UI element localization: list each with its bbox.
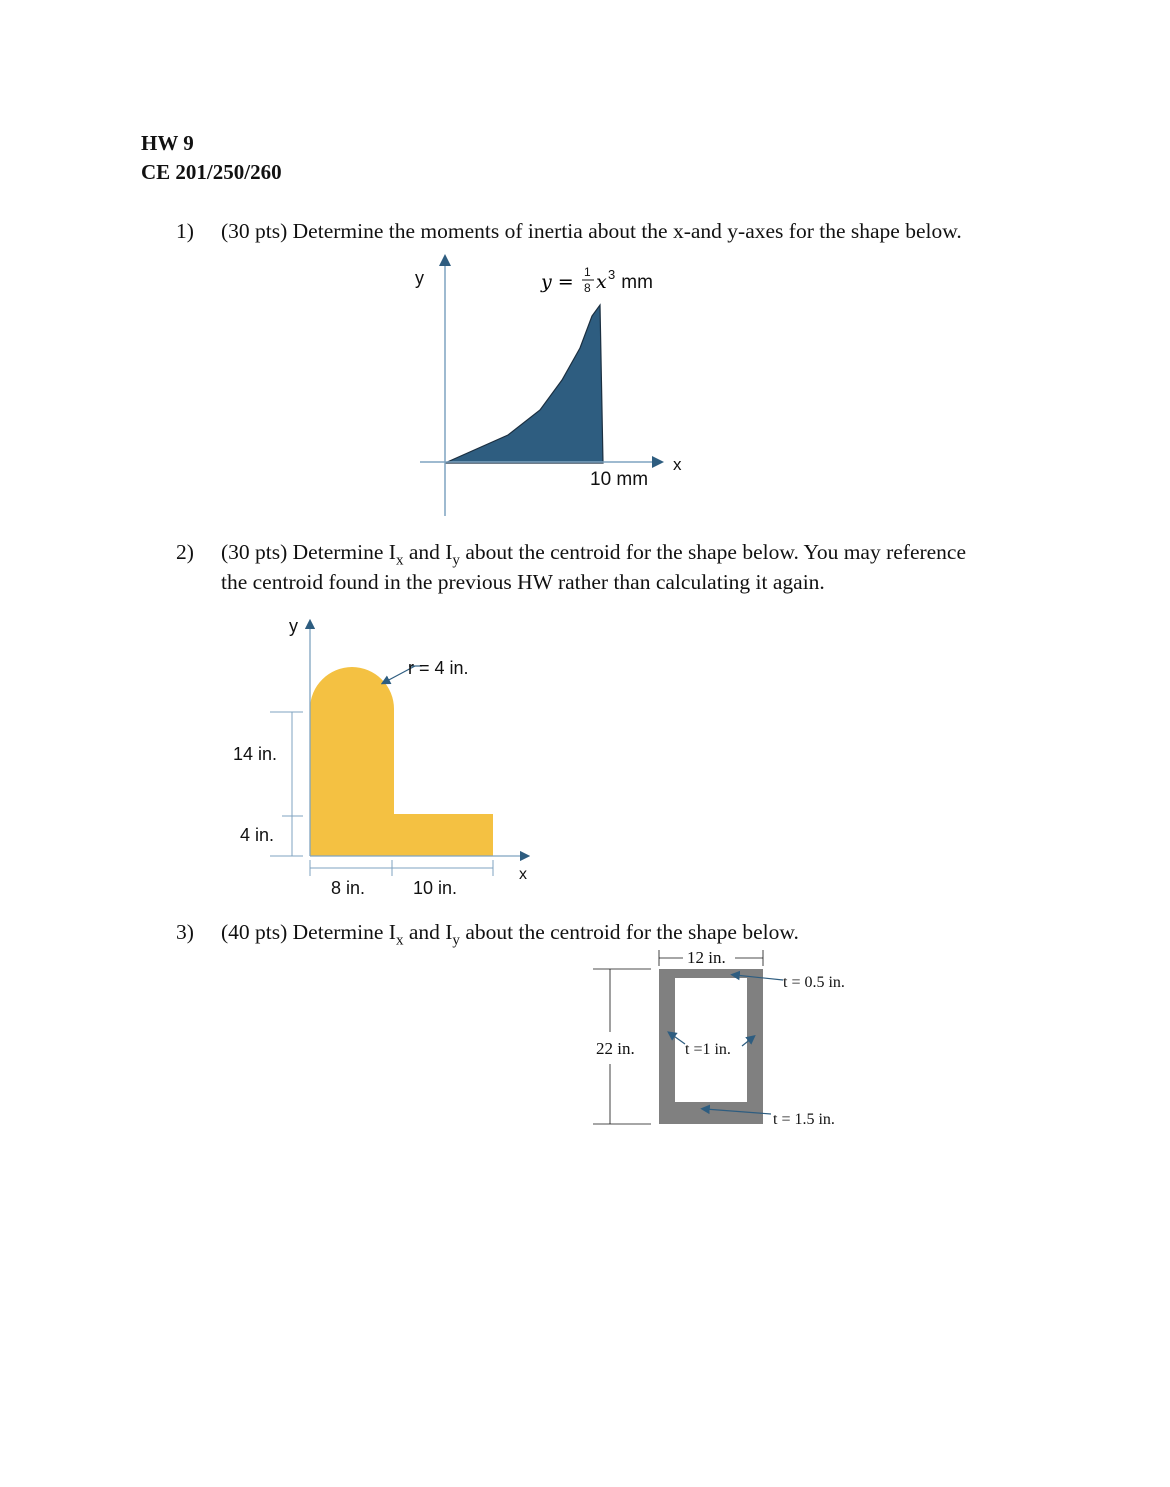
problem-2-line-1: (30 pts) Determine $I_x$ and $I_y$ about the centroid for the shape below. You may reference [221, 540, 967, 569]
course-code: CE 201/250/260 [141, 160, 282, 184]
equation-unit: mm [616, 272, 653, 293]
figure-3-box-section [585, 942, 875, 1132]
cubic-area-shape [445, 305, 603, 463]
width-label: 12 in. [687, 948, 726, 967]
figure-2-l-shape [225, 612, 545, 904]
equation-variable: x [596, 271, 607, 293]
side-thickness-label: t =1 in. [685, 1041, 731, 1058]
problem-2-line-2: the centroid found in the previous HW rather than calculating it again. [221, 570, 825, 594]
height-total-label: 14 in. [233, 744, 278, 764]
figure-1-cubic-area [400, 248, 700, 520]
problem-3-text: (40 pts) Determine $I_x$ and $I_y$ about the centroid for the shape below. [221, 920, 799, 949]
x-axis-label: x [673, 455, 682, 474]
radius-label: r = 4 in. [408, 658, 469, 678]
equation-fraction-denominator: 8 [584, 281, 591, 295]
problem-3-number: 3) [176, 920, 194, 944]
top-thickness-label: t = 0.5 in. [783, 974, 845, 991]
equation-fraction-numerator: 1 [584, 265, 591, 279]
curve-equation [540, 265, 653, 295]
width-left-label: 8 in. [331, 878, 366, 898]
y-axis-label: y [289, 616, 298, 636]
height-label: 22 in. [596, 1039, 635, 1058]
l-shape [310, 667, 493, 856]
bottom-thickness-label: t = 1.5 in. [773, 1111, 835, 1128]
equation-exponent: 3 [608, 267, 616, 282]
width-label: 10 mm [590, 469, 649, 490]
height-foot-label: 4 in. [240, 825, 275, 845]
x-axis-label: x [519, 866, 527, 883]
problem-1-text: (30 pts) Determine the moments of inertia about the x-and y-axes for the shape below. [221, 219, 962, 243]
hw-title: HW 9 [141, 131, 194, 155]
problem-2-number: 2) [176, 540, 194, 564]
y-axis-label: y [415, 268, 424, 288]
problem-1 [176, 216, 1076, 246]
problem-1-number: 1) [176, 219, 194, 243]
problem-2 [176, 537, 1076, 599]
equation-lhs: y = [541, 271, 580, 293]
width-right-label: 10 in. [413, 878, 458, 898]
